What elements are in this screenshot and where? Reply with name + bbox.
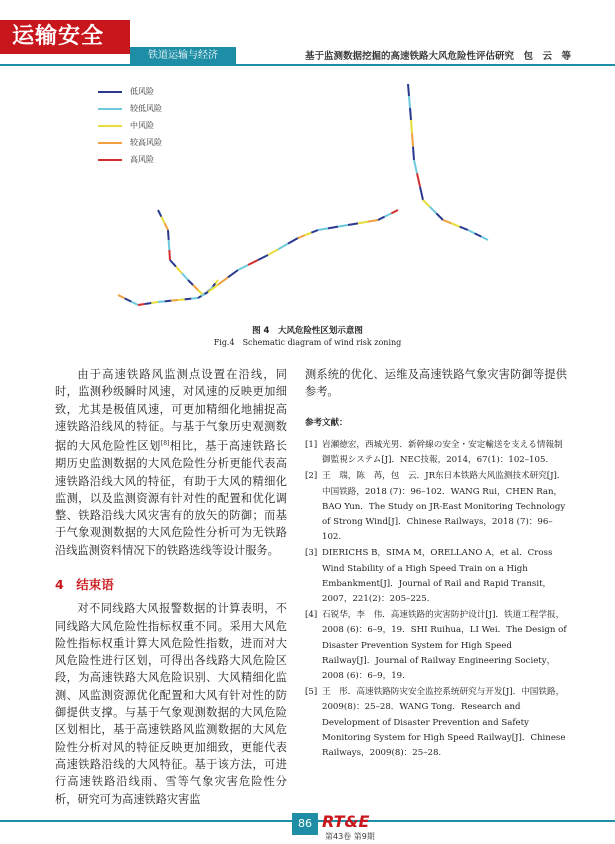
- reference-text: 岩瀬徳宏，西城光男．新幹線の安全・安定輸送を支える情報制御監視システム[J]．NEC技報，2014，67(1)：102–105.: [322, 439, 563, 466]
- body-paragraph: 测系统的优化、运维及高速铁路气象灾害防御等提供参考。: [305, 368, 567, 399]
- legend-label: 低风险: [130, 87, 154, 96]
- route-segment: [188, 280, 193, 285]
- route-segment: [168, 230, 169, 240]
- running-title: 基于监测数据挖掘的高速铁路大风危险性评估研究 包 云 等: [304, 51, 571, 62]
- route-segment: [411, 120, 412, 133]
- route-segment: [318, 228, 328, 230]
- route-segment: [151, 302, 158, 303]
- right-column: [305, 366, 567, 762]
- route-segment: [165, 301, 172, 302]
- route-segment: [176, 267, 182, 274]
- route-segment: [191, 298, 198, 299]
- route-segment: [348, 223, 358, 225]
- route-segment: [417, 173, 420, 186]
- reference-item: [305, 608, 567, 684]
- route-segment: [460, 227, 468, 230]
- route-segment: [178, 299, 185, 300]
- body-paragraph: 由于高速铁路风监测点设置在沿线，同时，监测秒级瞬时风速，对风速的反映更加细致，尤其是极值风速，可更加精细化地捕捉高速铁路沿线风的特征。与基于气象历史观测数据的大风危险性区划[8]相比，基于高速铁路长期历史监测数据的大风危险性分析更能代表高速铁路沿线大风的特征，有助于大风的精细化监测，以及监测资源有针对性的配置和优化调整、铁路沿线大风灾害有的放矢的防御；而基于气象观测数据的大风危险性分析可为无铁路沿线监测资料情况下的铁路选线等设计服务。: [55, 368, 287, 557]
- route-segment: [218, 277, 228, 284]
- route-segment: [161, 217, 164, 224]
- legend-label: 较高风险: [130, 138, 162, 147]
- route-segment: [420, 187, 423, 200]
- route-segment: [238, 265, 248, 270]
- route-segment: [412, 133, 413, 146]
- route-segment: [145, 303, 152, 304]
- route-segment: [268, 249, 278, 255]
- reference-text: 王 彤．高速铁路防灾安全监控系统研究与开发[J]．中国铁路，2009(8)：25–28．WANG Tong．Research and Development of Disaster Prevention and Safety Monitoring System for High Speed Railway[J]．Chinese Railways，2009(8)：25–28.: [322, 687, 566, 758]
- route-segment: [430, 207, 437, 214]
- route-segment: [215, 280, 218, 283]
- route-segment: [170, 260, 176, 267]
- route-segment: [138, 304, 145, 305]
- route-segment: [131, 302, 138, 305]
- citation: [8]: [160, 440, 170, 448]
- route-segment: [443, 220, 451, 223]
- legend-label: 高风险: [130, 155, 154, 164]
- route-segment: [228, 270, 238, 277]
- reference-item: [305, 469, 567, 545]
- route-segment: [171, 300, 178, 301]
- header-divider: [0, 64, 615, 66]
- reference-number: [1]: [305, 439, 318, 450]
- reference-text: 王 瑞，陈 苒，包 云．JR东日本铁路大风监测技术研究[J]．中国铁路，2018 (7)：96–102．WANG Rui，CHEN Ran，BAO Yun．The Study on JR-East Monitoring Technology of Strong Wind[J]．Chinese Railways，2018 (7)：96–102.: [322, 471, 566, 543]
- reference-text: DIERICHS B，SIMA M，ORELLANO A，et al．Cross Wind Stability of a High Speed Train on a High Embankment[J]．Journal of Rail and Rapid Transit，2007，221(2)：205–225.: [322, 548, 553, 604]
- route-segment: [468, 230, 475, 233]
- route-segment: [182, 273, 188, 280]
- route-segment: [451, 223, 459, 226]
- route-segment: [158, 301, 165, 302]
- section-heading: 4 结束语: [55, 577, 114, 592]
- reference-item: [305, 546, 567, 607]
- route-segment: [118, 295, 125, 298]
- route-segment: [475, 233, 482, 236]
- route-segment: [305, 233, 312, 236]
- route-segment: [185, 299, 192, 300]
- railway-route-map: [98, 80, 508, 320]
- legend-label: 较低风险: [130, 104, 162, 113]
- reference-text: 石锐华，李 伟．高速铁路的灾害防护设计[J]．铁道工程学报，2008 (6)：6–9，19．SHI Ruihua，LI Wei．The Design of Disaster Prevention System for High Speed Railway[J]．Journal of Railway Engineering Society，2008 (6)：6–9，19.: [322, 610, 567, 681]
- route-segment: [414, 160, 417, 173]
- reference-number: [5]: [305, 687, 318, 698]
- references-list: [305, 438, 567, 761]
- route-segment: [391, 210, 398, 213]
- route-segment: [169, 240, 170, 250]
- route-segment: [378, 217, 385, 220]
- left-column: [55, 366, 287, 808]
- wind-risk-zoning-figure: [98, 80, 508, 320]
- page-number: 86: [292, 813, 318, 835]
- reference-item: [305, 438, 567, 468]
- route-segment: [358, 222, 368, 224]
- journal-section-brand: 运输安全: [0, 20, 130, 54]
- route-segment: [408, 84, 409, 96]
- route-segment: [410, 108, 411, 120]
- route-segment: [338, 225, 348, 227]
- reference-number: [4]: [305, 610, 318, 621]
- route-segment: [158, 210, 161, 217]
- reference-number: [2]: [305, 471, 318, 482]
- route-segment: [198, 290, 203, 295]
- route-segment: [125, 298, 132, 301]
- route-segment: [413, 147, 414, 160]
- route-segment: [258, 255, 268, 260]
- route-segment: [193, 285, 198, 290]
- route-segment: [311, 230, 318, 233]
- route-segment: [328, 227, 338, 229]
- route-segment: [165, 223, 168, 230]
- route-segment: [248, 260, 258, 265]
- route-segment: [198, 296, 201, 298]
- volume-issue: 第43卷 第9期: [325, 832, 375, 841]
- figure-caption-en: Fig.4 Schematic diagram of wind risk zoning: [213, 338, 402, 347]
- figure-caption-cn: 图 4 大风危险性区划示意图: [252, 326, 363, 336]
- route-segment: [288, 238, 298, 244]
- reference-item: [305, 685, 567, 761]
- legend-label: 中风险: [130, 121, 154, 130]
- journal-logo: RT&E: [322, 812, 370, 831]
- body-paragraph: 对不同线路大风报警数据的计算表明，不同线路大风危险性指标权重不同。采用大风危险性指标权重计算大风危险性指数，进而对大风危险性进行区划，可得出各线路大风危险区段，为高速铁路大风危险识别、大风精细化监测、风监测资源优化配置和大风有针对性的防御提供支撑。与基于气象观测数据的大风危险区划相比，基于高速铁路风监测数据的大风危险性分析对风的特征反映更加细致，更能代表高速铁路沿线的大风特征。基于该方法，可进行高速铁路沿线雨、雪等气象灾害危险性分析，研究可为高速铁路灾害监: [55, 602, 287, 806]
- route-segment: [385, 213, 392, 216]
- references-heading: 参考文献：: [305, 417, 348, 428]
- route-segment: [481, 237, 488, 240]
- route-segment: [436, 213, 443, 220]
- section-label: 铁道运输与经济: [130, 47, 236, 65]
- route-segment: [409, 96, 410, 108]
- route-segment: [298, 235, 305, 238]
- route-segment: [278, 244, 288, 250]
- route-segment: [169, 250, 170, 260]
- reference-number: [3]: [305, 548, 318, 559]
- route-segment: [423, 200, 430, 207]
- route-segment: [368, 220, 378, 222]
